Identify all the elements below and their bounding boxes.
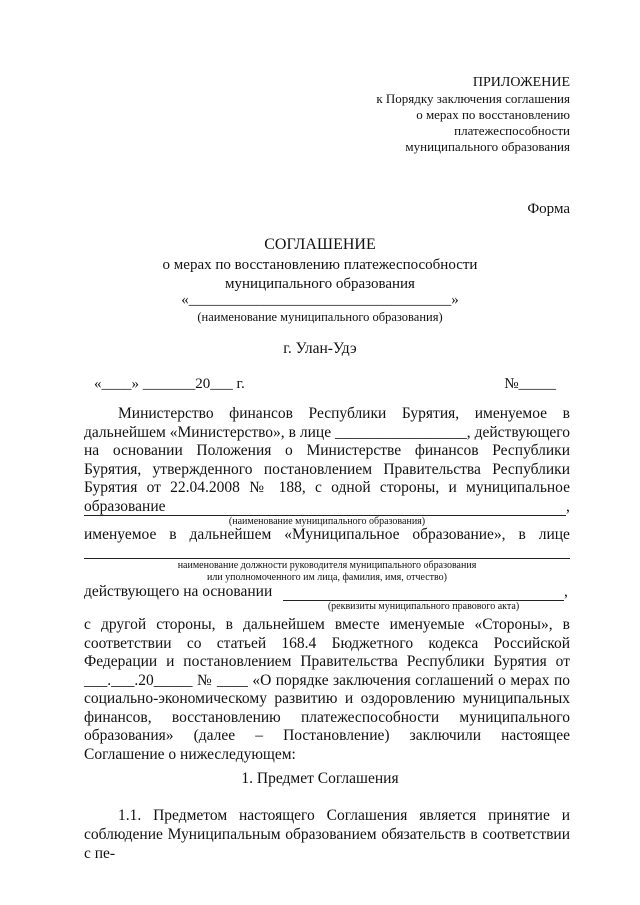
named-word: лице xyxy=(538,526,570,543)
appendix-block xyxy=(376,74,570,155)
paragraph-parties: Министерство финансов Республики Бурятия, именуемое в дальнейшем «Министерство», в лице _________________, действующего на основании Положения о Министерстве финансов Республики Бурятия, утвержденного постановлением Правительства Республики Бурятия от 22.04.2008 № 188, с одной стороны, и муниципальное образование xyxy=(84,405,570,515)
official-note: наименование должности руководителя муниципального образования xyxy=(177,560,477,571)
municipality-name-note: (наименование муниципального образования) xyxy=(197,310,443,324)
section-heading: 1. Предмет Соглашения xyxy=(241,770,399,787)
named-word: «Муниципальное xyxy=(284,526,400,543)
named-line xyxy=(84,526,570,544)
acting-line: действующего на основании xyxy=(84,583,273,600)
appendix-line: платежеспособности xyxy=(454,123,570,138)
blank-tail: , xyxy=(566,498,570,515)
appendix-line: о мерах по восстановлению xyxy=(416,107,570,122)
blank-line xyxy=(84,558,570,559)
document-subtitle: о мерах по восстановлению платежеспособности xyxy=(162,257,478,273)
named-word: в xyxy=(169,526,177,543)
document-subtitle: муниципального образования xyxy=(225,276,415,292)
form-label: Форма xyxy=(527,201,570,217)
appendix-line: к Порядку заключения соглашения xyxy=(376,91,570,106)
paragraph-subject: 1.1. Предметом настоящего Соглашения является принятие и соблюдение Муниципальным образованием обязательств в соответствии с пе- xyxy=(84,807,570,862)
number-line: №_____ xyxy=(504,376,556,392)
date-line: «____» _______20___ г. xyxy=(94,376,245,392)
city-line: г. Улан-Удэ xyxy=(283,340,357,357)
paragraph-basis: с другой стороны, в дальнейшем вместе именуемые «Стороны», в соответствии со статьей 168.4 Бюджетного кодекса Российской Федерации и постановлением Правительства Республики Бурятия от ___.___.20_____ № ____ «О порядке заключения соглашений о мерах по социально-экономическому развитию и оздоровлению муниципальных финансов, восстановлению платежеспособности муниципального образования» (далее – Постановление) заключили настоящее Соглашение о нижеследующем: xyxy=(84,616,570,763)
appendix-head: ПРИЛОЖЕНИЕ xyxy=(472,75,570,90)
document-title: СОГЛАШЕНИЕ xyxy=(264,236,376,253)
official-note: или уполномоченного им лица, фамилия, имя, отчество) xyxy=(206,572,448,583)
named-word: именуемое xyxy=(84,526,157,543)
appendix-line: муниципального образования xyxy=(405,139,570,154)
municipality-name-blank: «___________________________________» xyxy=(181,292,459,308)
named-word: в xyxy=(518,526,526,543)
act-note: (реквизиты муниципального правового акта) xyxy=(327,601,520,612)
blank-tail: , xyxy=(564,583,568,600)
named-word: дальнейшем xyxy=(189,526,272,543)
named-word: образование», xyxy=(412,526,506,543)
municipality-note: (наименование муниципального образования) xyxy=(228,516,426,527)
